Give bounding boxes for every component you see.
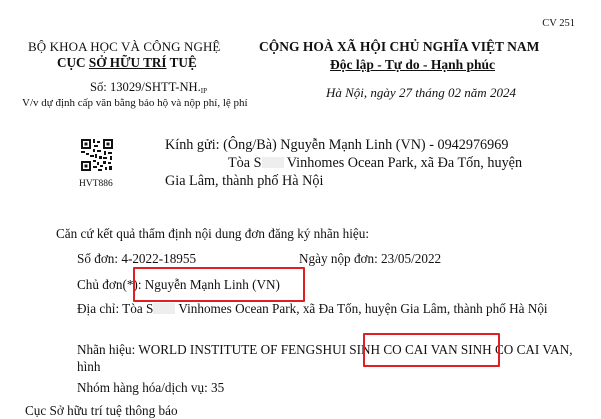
trademark-highlight-box <box>363 333 500 367</box>
ministry-name: BỘ KHOA HỌC VÀ CÔNG NGHỆ <box>28 39 221 54</box>
country-title: CỘNG HOÀ XÃ HỘI CHỦ NGHĨA VIỆT NAM <box>259 39 540 54</box>
recipient-city-line: Gia Lâm, thành phố Hà Nội <box>165 173 324 189</box>
recipient-address-line <box>165 154 522 172</box>
recipient-address-part: Tòa S <box>228 155 262 171</box>
office-prefix: CỤC <box>57 55 89 70</box>
qr-code-caption: HVT886 <box>79 179 113 189</box>
office-underlined: SỞ HỮU TRÍ <box>88 55 167 70</box>
qr-code-icon <box>80 138 114 172</box>
applicant-name: Chủ đơn(*): Nguyễn Mạnh Linh (VN) <box>77 277 280 292</box>
redaction-mark <box>262 157 284 168</box>
trademark-name: Nhãn hiệu: WORLD INSTITUTE OF FENGSHUI SINH CO CAI VAN SINH CO CAI VAN, hình <box>77 342 573 374</box>
basis-statement: Căn cứ kết quả thẩm định nội dung đơn đăng ký nhãn hiệu: <box>56 226 369 241</box>
recipient-block <box>165 136 522 190</box>
office-name <box>57 55 197 71</box>
recipient-line: Kính gửi: (Ông/Bà) Nguyễn Mạnh Linh (VN) - 0942976969 <box>165 137 509 153</box>
reference-suffix: IP <box>200 87 208 95</box>
applicant-highlight-box <box>133 267 305 302</box>
notice-line: Cục Sở hữu trí tuệ thông báo <box>25 403 178 418</box>
issue-date: Hà Nội, ngày 27 tháng 02 năm 2024 <box>326 85 516 100</box>
document-code: CV 251 <box>542 18 575 29</box>
applicant-address <box>77 300 577 317</box>
address-part: Địa chỉ: Tòa S <box>77 301 154 316</box>
office-suffix: TUỆ <box>166 55 197 70</box>
subject-line: V/v dự định cấp văn bằng bảo hộ và nộp phí, lệ phí <box>22 97 248 109</box>
reference-number-text: Số: 13029/SHTT-NH. <box>90 80 201 94</box>
national-motto: Độc lập - Tự do - Hạnh phúc <box>330 57 496 72</box>
redaction-mark <box>153 303 175 314</box>
recipient-address-part: Vinhomes Ocean Park, xã Đa Tốn, huyện <box>283 155 523 171</box>
application-number: Số đơn: 4-2022-18955 <box>77 251 197 266</box>
reference-number <box>90 80 207 95</box>
goods-services-class: Nhóm hàng hóa/dịch vụ: 35 <box>77 380 225 395</box>
address-part: Vinhomes Ocean Park, xã Đa Tốn, huyện Gia Lâm, thành phố Hà Nội <box>175 301 548 316</box>
filing-date: Ngày nộp đơn: 23/05/2022 <box>299 251 442 266</box>
